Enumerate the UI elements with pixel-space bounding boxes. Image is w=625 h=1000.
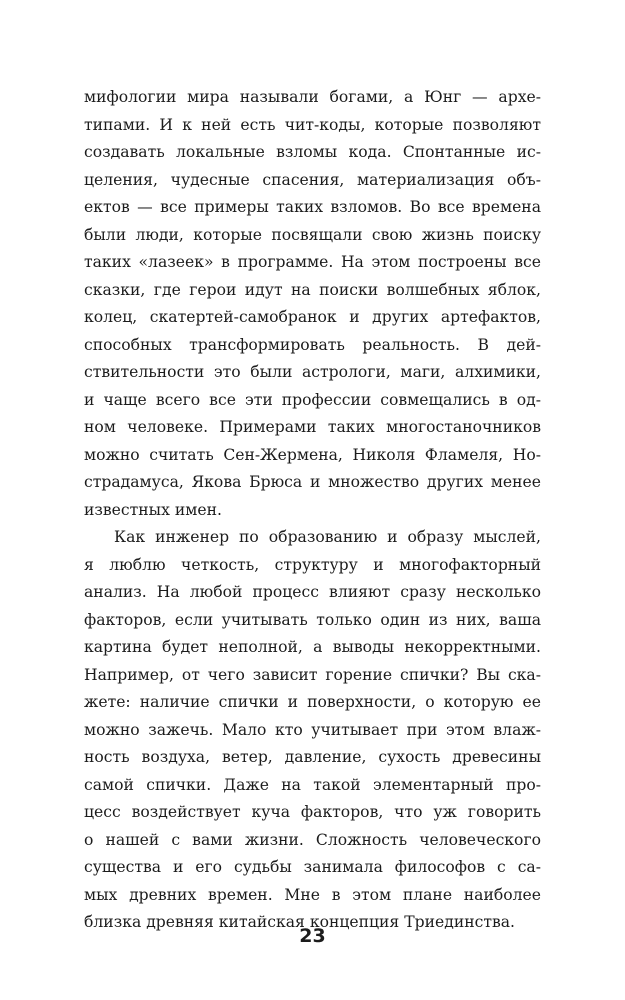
text-line: и чаще всего все эти профессии совмещались в од- [84,390,541,409]
text-line: таких «лазеек» в программе. На этом построены все [84,253,541,271]
text-line: анализ. На любой процесс влияют сразу несколько [84,583,541,601]
text-line: можно зажечь. Мало кто учитывает при этом влаж- [84,720,541,739]
text-line: я люблю четкость, структуру и многофакторный [84,555,541,574]
text-line: известных имен. [84,500,222,519]
text-line: способных трансформировать реальность. В дей- [84,335,541,354]
text-line: ектов — все примеры таких взломов. Во все времена [84,198,541,216]
text-line: ном человеке. Примерами таких многостаночников [84,418,541,436]
text-line: сказки, где герои идут на поиски волшебных яблок, [84,280,541,299]
text-line: Например, от чего зависит горение спички? Вы ска- [84,665,541,684]
text-line: создавать локальные взломы кода. Спонтанные ис- [84,143,541,161]
text-line: колец, скатертей-самобранок и других артефактов, [84,308,541,326]
text-line: можно считать Сен-Жермена, Николя Фламеля, Но- [84,445,541,464]
text-line: самой спички. Даже на такой элементарный про- [84,775,541,794]
text-line: картина будет неполной, а выводы некорректными. [84,638,541,656]
text-line: были люди, которые посвящали свою жизнь поиску [84,225,541,244]
text-line: Как инженер по образованию и образу мыслей, [114,528,541,546]
text-line: близка древняя китайская концепция Триединства. [84,913,516,931]
text-line: жете: наличие спички и поверхности, о которую ее [84,693,541,711]
text-line: типами. И к ней есть чит-коды, которые позволяют [84,115,541,134]
text-line: ность воздуха, ветер, давление, сухость древесины [84,748,541,766]
text-line: мых древних времен. Мне в этом плане наиболее [84,885,541,904]
text-line: существа и его судьбы занимала философов с са- [84,858,541,876]
paragraph-1 [84,84,541,524]
page-number: 23 [299,925,326,947]
text-line: факторов, если учитывать только один из них, ваша [84,610,541,629]
text-line: о нашей с вами жизни. Сложность человеческого [84,830,541,849]
text-line: мифологии мира называли богами, а Юнг — архе- [84,88,541,106]
text-line: страдамуса, Якова Брюса и множество других менее [84,473,541,491]
text-line: цесс воздействует куча факторов, что уж говорить [84,803,541,821]
text-line: ствительности это были астрологи, маги, алхимики, [84,363,541,381]
text-line: целения, чудесные спасения, материализация объ- [84,170,541,189]
paragraph-2 [84,524,541,937]
body-text [84,84,541,937]
